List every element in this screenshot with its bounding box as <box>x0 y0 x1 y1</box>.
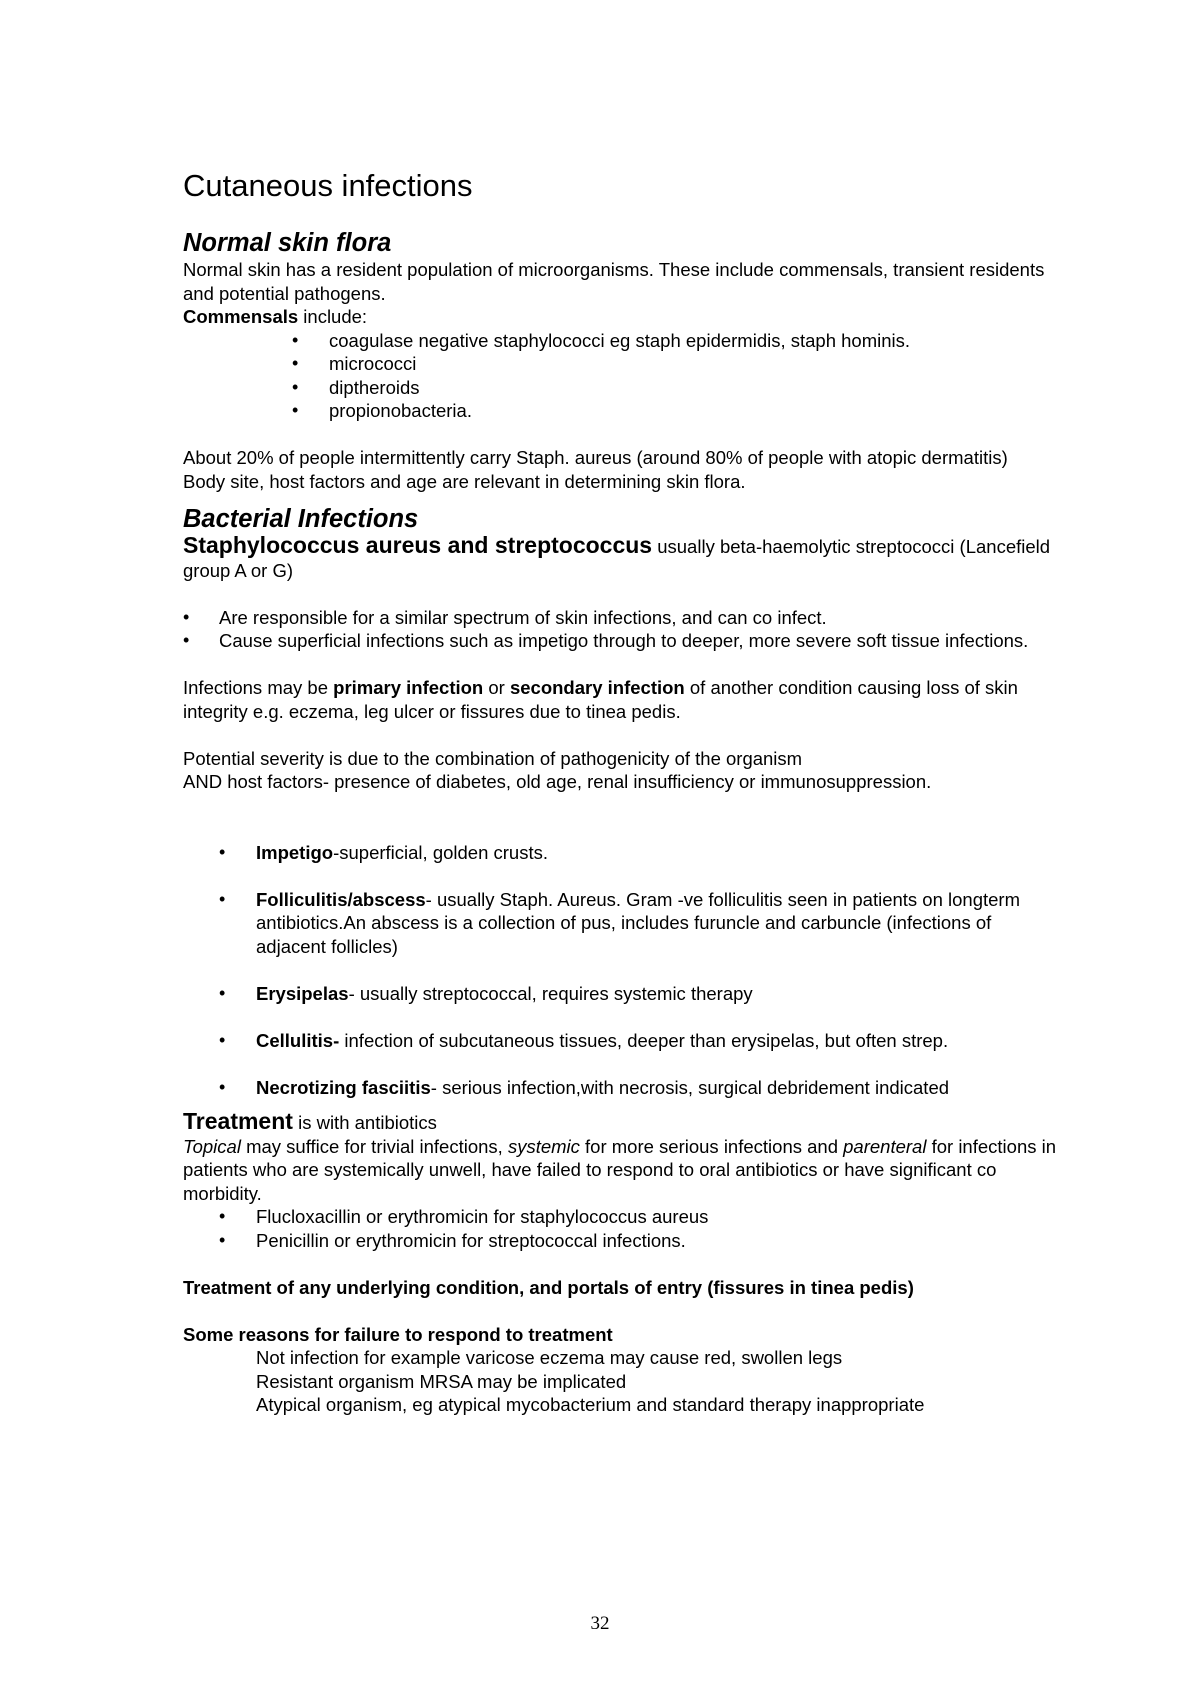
bullet-icon: • <box>219 982 226 1003</box>
bullet-icon: • <box>292 376 299 397</box>
treatment-text: Topical may suffice for trivial infections, systemic for more serious infections and parenteral for infections in patients who are systemically unwell, have failed to respond to oral antibiotics or have significant co morbidity. <box>183 1135 1057 1204</box>
underlying-condition-text: Treatment of any underlying condition, and portals of entry (fissures in tinea pedis) <box>183 1276 914 1298</box>
treatment-subtitle: is with antibiotics <box>292 1112 437 1133</box>
severity-line-1: Potential severity is due to the combination of pathogenicity of the organism <box>183 747 803 769</box>
staph-strep-subheading <box>183 534 1063 582</box>
list-item: • Are responsible for a similar spectrum of skin infections, and can co infect. <box>183 606 827 628</box>
failure-reason: Not infection for example varicose eczema may cause red, swollen legs <box>256 1347 843 1368</box>
list-item: • coagulase negative staphylococci eg staph epidermidis, staph hominis. <box>292 329 911 351</box>
list-item: • Folliculitis/abscess- usually Staph. Aureus. Gram -ve folliculitis seen in patients on longterm antibiotics.An abscess is a collection of pus, includes furuncle and carbuncle (infections of adjacent follicles) <box>219 888 1020 957</box>
staph-carriage-text: About 20% of people intermittently carry Staph. aureus (around 80% of people with atopic dermatitis) <box>183 447 1008 468</box>
primary-secondary-text: Infections may be primary infection or secondary infection of another condition causing loss of skin integrity e.g. eczema, leg ulcer or fissures due to tinea pedis. <box>183 677 1018 722</box>
failure-reason: Atypical organism, eg atypical mycobacterium and standard therapy inappropriate <box>256 1394 925 1415</box>
failure-heading: Some reasons for failure to respond to treatment <box>183 1323 613 1345</box>
treatment-heading <box>183 1110 1063 1135</box>
list-item: • propionobacteria. <box>292 400 472 421</box>
page-content <box>183 168 1063 1417</box>
bullet-icon: • <box>219 1029 226 1050</box>
commensals-bold: Commensals <box>183 306 299 327</box>
page-title: Cutaneous infections <box>183 168 473 203</box>
antibiotics-list <box>183 1205 1063 1252</box>
infection-name: Cellulitis- <box>256 1029 340 1051</box>
bullet-icon: • <box>292 353 299 373</box>
bullet-icon: • <box>183 606 190 627</box>
list-item: • Necrotizing fasciitis- serious infection,with necrosis, surgical debridement indicated <box>219 1076 950 1098</box>
list-item: • micrococci <box>292 353 417 374</box>
staph-strep-title: Staphylococcus aureus and streptococcus <box>183 532 653 558</box>
bullet-icon: • <box>219 888 226 909</box>
infection-types-list <box>183 841 1063 1100</box>
normal-flora-heading: Normal skin flora <box>183 229 392 257</box>
commensals-label <box>183 305 1063 329</box>
severity-line-2: AND host factors- presence of diabetes, old age, renal insufficiency or immunosuppression. <box>183 771 932 792</box>
page-number: 32 <box>590 1613 610 1634</box>
staph-strep-desc: usually beta-haemolytic streptococci (Lancefield group A or G) <box>183 536 1051 581</box>
list-item: • Impetigo-superficial, golden crusts. <box>219 841 548 863</box>
bullet-icon: • <box>219 1229 226 1250</box>
list-item: • Cellulitis- infection of subcutaneous tissues, deeper than erysipelas, but often strep. <box>219 1029 949 1051</box>
bacterial-infections-heading: Bacterial Infections <box>183 505 419 533</box>
infection-name: Necrotizing fasciitis <box>256 1076 431 1098</box>
bullet-icon: • <box>219 841 226 862</box>
failure-reasons <box>183 1346 1063 1417</box>
bullet-icon: • <box>219 1206 226 1226</box>
treatment-title: Treatment <box>183 1108 293 1134</box>
list-item: • Erysipelas- usually streptococcal, requires systemic therapy <box>219 982 753 1004</box>
normal-flora-intro: Normal skin has a resident population of microorganisms. These include commensals, transient residents and potential pathogens. <box>183 259 1045 304</box>
staph-strep-points <box>183 606 1063 653</box>
list-item: • diptheroids <box>292 376 420 398</box>
bullet-icon: • <box>292 400 299 420</box>
infection-name: Folliculitis/abscess <box>256 888 426 910</box>
commensals-list <box>183 329 1063 423</box>
bullet-icon: • <box>292 329 299 350</box>
list-item: • Cause superficial infections such as impetigo through to deeper, more severe soft tissue infections. <box>183 630 1029 651</box>
infection-name: Erysipelas <box>256 982 349 1004</box>
bullet-icon: • <box>219 1076 226 1097</box>
body-site-text: Body site, host factors and age are relevant in determining skin flora. <box>183 470 746 492</box>
list-item: • Flucloxacillin or erythromicin for staphylococcus aureus <box>219 1206 709 1227</box>
commensals-rest: include: <box>298 306 368 327</box>
list-item: • Penicillin or erythromicin for streptococcal infections. <box>219 1229 686 1251</box>
bullet-icon: • <box>183 630 190 650</box>
infection-name: Impetigo <box>256 841 334 863</box>
failure-reason: Resistant organism MRSA may be implicated <box>256 1370 627 1392</box>
